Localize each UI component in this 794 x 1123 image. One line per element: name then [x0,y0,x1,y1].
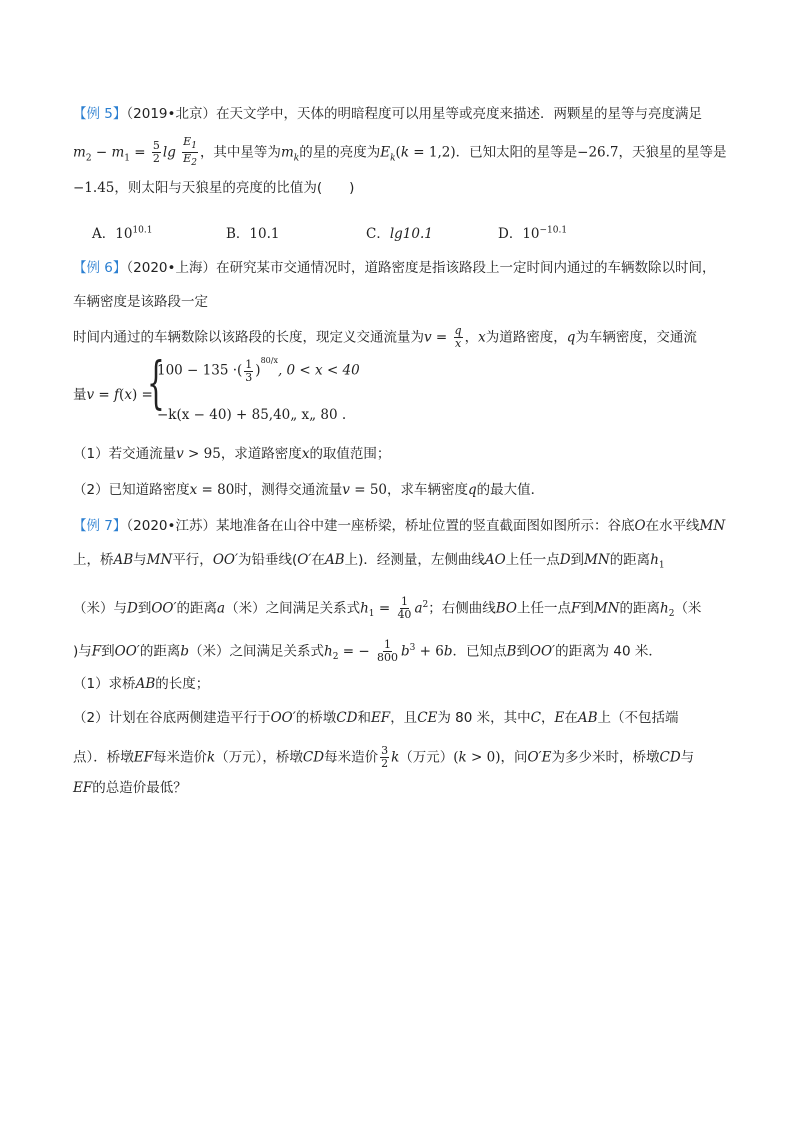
ex6-q2-text-d: 的最大值． [476,482,545,498]
ex6-text-2: 车辆密度是该路段一定 [73,294,208,310]
ex5-sirius-mag: −1.45 [73,180,115,196]
ex7-text-3i: （米 [674,600,702,617]
ex7-source: （2020•江苏） [126,518,216,534]
ex7-text-3a: （米）与 [73,600,127,617]
ex6-q2-text-c: ，求车辆密度 [387,482,469,498]
option-label: A． [92,226,116,242]
ex6-q2-text: （2）已知道路密度 [73,482,190,498]
piece-2-text: −k(x − 40) + 85,40„ x„ 80 [157,407,338,423]
ex7-q2-text-e: 为 80 米，其中 [437,710,531,726]
ex7-question-2-end: EF的总造价最低？ [73,780,187,796]
ex7-line-3: （米）与D到OO′的距离a（米）之间满足关系式$h_1$ = $\frac{1}{40}$ $a^2$；右侧曲线BO上任一点F到MN的距离$h_2$（米 [73,595,702,621]
ex7-q3-text-d: 每米造价 [324,749,379,766]
ex7-text-1b: 在水平线 [645,518,700,534]
ex6-line-1 [73,258,715,278]
ex6-q1-text-c: 的取值范围； [309,446,391,462]
ex7-text-2e: 在 [311,552,325,568]
option-label: D． [498,226,523,242]
ex6-text-3a: 时间内通过的车辆数除以该路段的长度，现定义交通流量为 [73,329,424,346]
ex7-q3-text-e: （万元） [399,749,454,766]
ex6-text-3b: ， [464,329,479,346]
ex5-text-2a: ，其中星等为 [199,144,281,161]
ex5-line-3 [73,178,354,198]
piece-1-text: 100 − 135 · [157,362,238,379]
ex7-text-4e: ．已知点 [452,643,507,660]
ex5-text-2c: ．已知太阳的星等是 [455,144,578,161]
ex7-q3-text-a: 点）．桥墩 [73,749,134,766]
ex7-question-2: （2）计划在谷底两侧建造平行于OO′的桥墩CD和EF，且CE为 80 米，其中C，E在AB上（不包括端 [73,710,679,726]
ex7-question-1: （1）求桥AB的长度； [73,676,210,692]
ex7-text-4f: 到 [516,643,530,660]
ex5-text-3: ，则太阳与天狼星的亮度的比值为( ) [114,180,355,196]
ex7-q2-text-b: 的桥墩 [295,710,337,726]
ex5-option-c[interactable] [366,222,433,242]
ex7-q4-text: 的总造价最低？ [92,780,187,796]
ex5-option-b[interactable] [226,222,279,242]
ex7-q2-text-d: ，且 [390,710,418,726]
ex7-text-3c: 的距离 [176,600,218,617]
ex7-text-2d: 为铅垂线( [238,552,298,568]
piece-2: −k(x − 40) + 85,40„ x„ 80 . [157,407,347,423]
ex7-text-2i: 的距离 [609,552,651,568]
ex5-sun-mag: −26.7 [577,144,619,161]
ex5-option-d[interactable] [498,222,567,242]
ex7-line-1: 【例 7】（2020•江苏）某地准备在山谷中建一座桥梁，桥址位置的竖直截面图如图所示：谷底O在水平线MN [73,518,726,534]
option-sup: −10.1 [539,225,568,236]
piece-1: 100 − 135 ·( $\frac{1}{3}$ )$^{80/x}$, 0 < x < 40 [157,356,360,384]
ex7-q3-text-g: 为多少米时，桥墩 [551,749,660,766]
ex5-text-1: 在天文学中，天体的明暗程度可以用星等或亮度来描述．两颗星的星等与亮度满足 [215,106,702,122]
option-value: 10 [115,226,133,242]
ex7-line-4: )与F到OO′的距离b（米）之间满足关系式$h_2$ = − $\frac{1}{800}$ $b^3 + 6b$．已知点B到OO′的距离为 40 米． [73,638,662,664]
ex6-q2-text-b: 时，测得交通流量 [234,482,343,498]
ex6-source: （2020•上海） [126,260,216,276]
ex7-text-1: 某地准备在山谷中建一座桥梁，桥址位置的竖直截面图如图所示：谷底 [215,518,635,534]
ex7-text-2f: 上)．经测量，左侧曲线 [344,552,485,568]
ex7-text-2c: 平行， [172,552,213,568]
ex7-q3-text-f: ，问 [500,749,528,766]
ex7-q3-text-b: 每米造价 [152,749,207,766]
piecewise-brace: { [147,351,165,416]
ex7-text-3e: ；右侧曲线 [428,600,496,617]
ex7-q3-text-c: （万元），桥墩 [215,749,303,766]
ex7-text-2b: 与 [133,552,147,568]
ex6-text-3d: 为车辆密度，交通流 [575,329,697,346]
ex7-q1-text-b: 的长度； [155,676,210,692]
ex7-question-2-cont: 点）．桥墩EF每米造价k（万元），桥墩CD每米造价 $\frac{3}{2}$ k（万元）(k > 0)，问O′E为多少米时，桥墩CD与 [73,744,695,770]
ex6-question-1: （1）若交通流量v > 95，求道路密度x的取值范围； [73,446,391,462]
ex5-line-1 [73,104,702,124]
ex6-text-3c: 为道路密度， [485,329,567,346]
piece-1-tail: , 0 < x < 40 [277,362,360,379]
ex7-text-4g: 的距离为 40 米． [555,643,662,660]
ex7-text-4c: 的距离 [139,643,181,660]
option-value: 10 [522,226,540,242]
ex5-tag: 【例 5】 [73,106,127,122]
option-value: 10.1 [249,226,280,242]
ex7-q2-text-c: 和 [357,710,371,726]
option-sup: 10.1 [132,225,153,236]
ex7-line-2: 上，桥AB与MN平行，OO′为铅垂线(O′在AB上)．经测量，左侧曲线AO上任一点D到MN的距离$h_1$ [73,552,665,571]
option-value: lg10.1 [389,226,433,242]
ex6-q1-text: （1）若交通流量 [73,446,177,462]
ex7-q2-text-g: 在 [564,710,578,726]
option-label: B． [226,226,250,242]
ex7-text-2a: 上，桥 [73,552,114,568]
ex5-text-2d: ，天狼星的星等是 [618,144,727,161]
ex5-line-2: $m_2 - m_1$ = $\frac{5}{2}$ lg $\frac{E_1}{E_2}$ ，其中星等为$m_k$的星的亮度为$E_k(k = 1,2)$．已知太阳的星等是−26.7，天狼星的星等是 [73,135,727,169]
ex7-text-3b: 到 [137,600,152,617]
ex7-text-3g: 到 [580,600,594,617]
ex7-text-3h: 的距离 [619,600,660,617]
ex6-q1-text-b: ，求道路密度 [220,446,302,462]
ex6-question-2: （2）已知道路密度x = 80时，测得交通流量v = 50，求车辆密度q的最大值． [73,482,545,498]
ex7-text-3f: 上任一点 [516,600,571,617]
ex7-q1-text: （1）求桥 [73,676,136,692]
ex7-tag: 【例 7】 [73,518,127,534]
ex6-text-1: 在研究某市交通情况时，道路密度是指该路段上一定时间内通过的车辆数除以时间， [215,260,716,276]
ex7-q2-text-f: ， [540,710,555,726]
ex7-q3-text-h: 与 [680,749,695,766]
ex7-text-4a: )与 [73,643,92,660]
ex6-line-3: 时间内通过的车辆数除以该路段的长度，现定义交通流量为v = $\frac{q}{x}$ ，x为道路密度，q为车辆密度，交通流 [73,324,697,350]
ex7-q2-text: （2）计划在谷底两侧建造平行于 [73,710,271,726]
ex7-text-2h: 到 [570,552,585,568]
ex7-q2-text-h: 上（不包括端 [597,710,679,726]
ex5-option-a[interactable] [92,222,152,242]
ex6-line-2 [73,292,208,312]
ex7-text-4d: （米）之间满足关系式 [189,643,325,660]
ex5-source: （2019•北京） [126,106,216,122]
ex6-line-4: 量v = f(x) = [73,387,153,403]
ex5-text-2b: 的星的亮度为 [299,144,381,161]
ex6-tag: 【例 6】 [73,260,127,276]
option-label: C． [366,226,390,242]
ex7-text-4b: 到 [101,643,115,660]
ex6-text-4a: 量 [73,387,87,403]
ex7-text-3d: （米）之间满足关系式 [225,600,361,617]
ex7-text-2g: 上任一点 [505,552,560,568]
